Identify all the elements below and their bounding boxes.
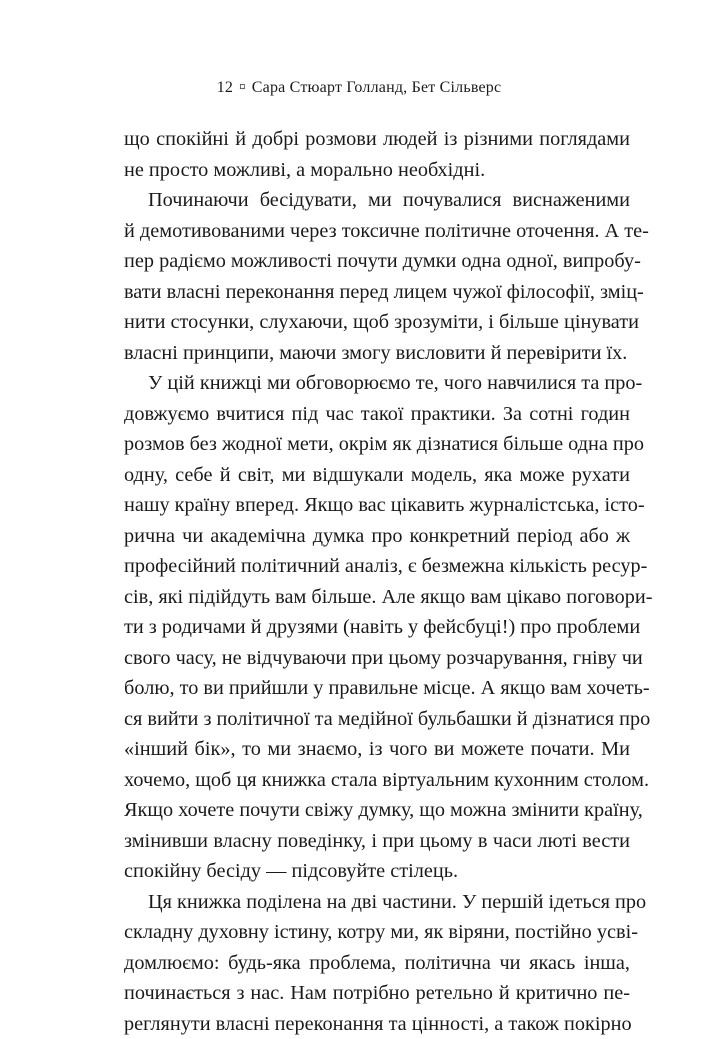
text-line: домлюємо: будь-яка проблема, політична чи якась інша, [124,948,630,979]
text-line: змінивши власну поведінку, і при цьому в часи люті вести [124,826,630,857]
text-line: пер радіємо можливості почути думки одна одної, випробу- [124,246,630,277]
text-line: починається з нас. Нам потрібно ретельно й критично пе- [124,978,630,1009]
text-line: Якщо хочете почути свіжу думку, що можна змінити країну, [124,795,630,826]
text-line: власні принципи, маючи змогу висловити й перевірити їх. [124,338,630,369]
text-line: Починаючи бесідувати, ми почувалися виснаженими [124,185,630,216]
text-line: професійний політичний аналіз, є безмежна кількість ресур- [124,551,630,582]
ornament-separator-icon: ¤ [239,79,246,95]
text-line: нити стосунки, слухаючи, щоб зрозуміти, і більше цінувати [124,307,630,338]
text-line: розмов без жодної мети, окрім як дізнатися більше одна про [124,429,630,460]
text-line: спокійну бесіду — підсовуйте стілець. [124,856,630,887]
text-line: сів, які підійдуть вам більше. Але якщо вам цікаво поговори- [124,582,630,613]
text-line: У цій книжці ми обговорюємо те, чого навчилися та про- [124,368,630,399]
text-line: ти з родичами й друзями (навіть у фейсбуці!) про проблеми [124,612,630,643]
text-line: Ця книжка поділена на дві частини. У першій ідеться про [124,887,630,918]
body-text [124,124,630,1039]
text-line: складну духовну істину, котру ми, як віряни, постійно усві- [124,917,630,948]
text-line: одну, себе й світ, ми відшукали модель, яка може рухати [124,460,630,491]
text-line: вати власні переконання перед лицем чужої філософії, змiц- [124,277,630,308]
text-line: реглянути власні переконання та цінності, а також покірно [124,1009,630,1039]
text-line: рична чи академічна думка про конкретний період або ж [124,521,630,552]
text-line: й демотивованими через токсичне політичне оточення. А те- [124,216,630,247]
text-line: довжуємо вчитися під час такої практики. За сотні годин [124,399,630,430]
running-head-authors: Сара Стюарт Голланд, Бет Сільверс [252,79,502,96]
text-line: ся вийти з політичної та медійної бульбашки й дізнатися про [124,704,630,735]
running-head [0,79,718,101]
text-line: хочемо, щоб ця книжка стала віртуальним кухонним столом. [124,765,630,796]
text-line: що спокійні й добрі розмови людей із різними поглядами [124,124,630,155]
text-line: нашу країну вперед. Якщо вас цікавить журналістська, істо- [124,490,630,521]
text-line: свого часу, не відчуваючи при цьому розчарування, гніву чи [124,643,630,674]
page-number: 12 [217,79,233,96]
text-line: «інший бік», то ми знаємо, із чого ви можете почати. Ми [124,734,630,765]
text-line: болю, то ви прийшли у правильне місце. А якщо вам хочеть- [124,673,630,704]
text-line: не просто можливі, а морально необхідні. [124,155,630,186]
